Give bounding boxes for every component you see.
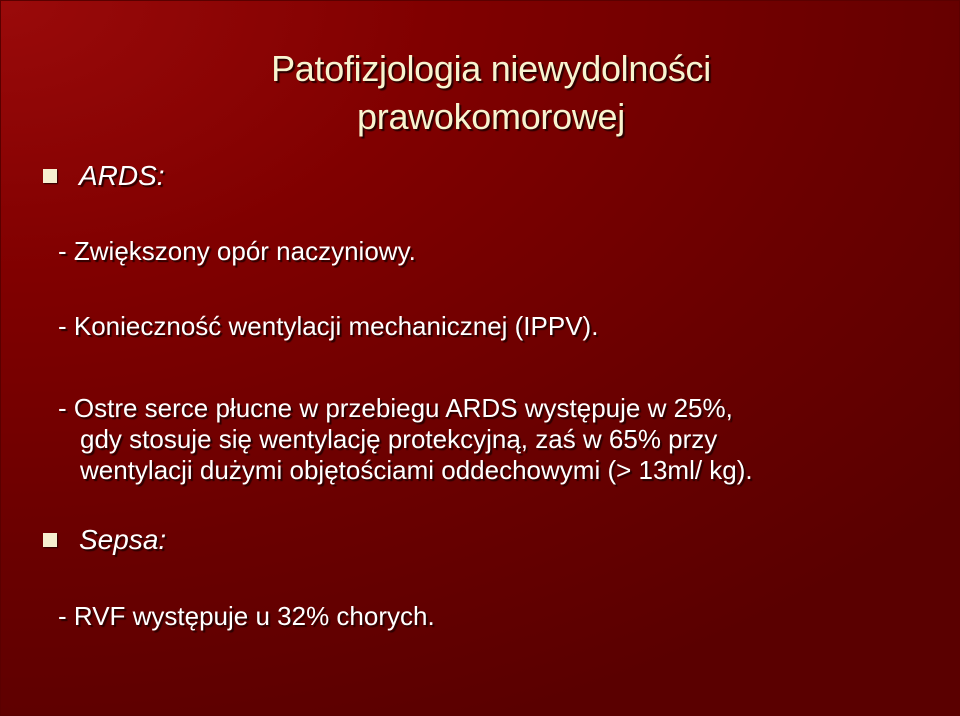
square-bullet-icon [43,169,57,183]
section-label-ards: ARDS: [79,160,165,191]
section-label-sepsa: Sepsa: [79,524,167,555]
text-line-ventilation: - Konieczność wentylacji mechanicznej (IPPV). [58,311,599,341]
square-bullet-icon [43,533,57,547]
title-line-2: prawokomorowej [357,96,625,137]
bullet-sepsa [43,523,166,557]
text-paragraph-cor-pulmonale [58,393,928,486]
paragraph-line-3: wentylacji dużymi objętościami oddechowymi (> 13ml/ kg). [80,455,753,485]
paragraph-line-2: gdy stosuje się wentylację protekcyjną, zaś w 65% przy [80,424,718,454]
slide-title [201,45,781,141]
title-line-1: Patofizjologia niewydolności [271,48,711,89]
text-line-resistance: - Zwiększony opór naczyniowy. [58,236,416,266]
text-line-rvf: - RVF występuje u 32% chorych. [58,601,435,631]
paragraph-line-1: - Ostre serce płucne w przebiegu ARDS występuje w 25%, [58,393,733,423]
bullet-ards [43,159,165,193]
